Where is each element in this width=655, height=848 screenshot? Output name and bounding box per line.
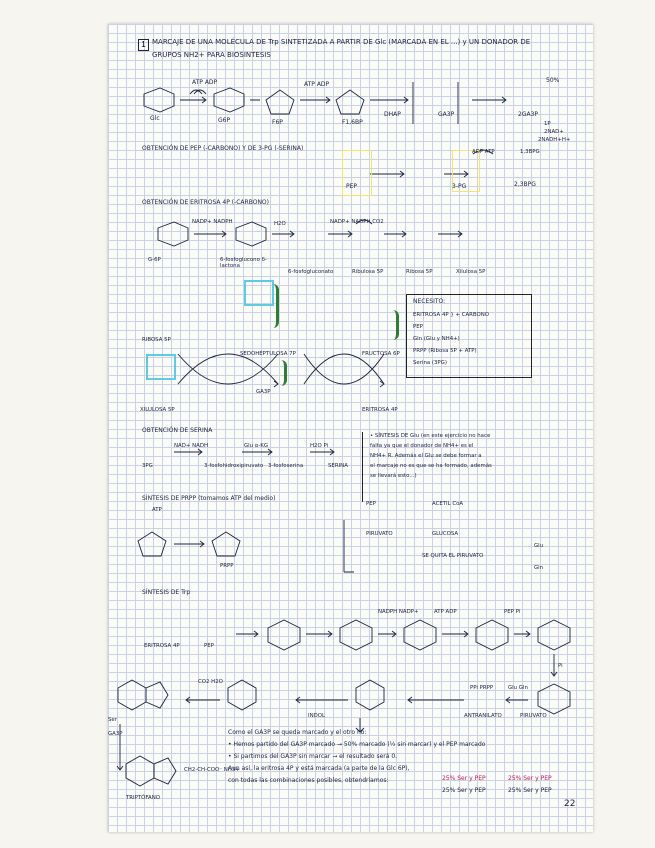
note-left-rule: [362, 432, 363, 502]
notebook-page: [108, 24, 593, 832]
green-bracket-3: [278, 360, 287, 386]
label-pep-reaction: PEP: [366, 501, 376, 507]
result-3: 25% Ser y PEP: [442, 787, 486, 794]
label-ribosa-5p: Ribosa 5P: [406, 269, 433, 275]
mark-1p: 1P: [544, 121, 551, 127]
arrow-label-atp-adp-trp: ATP ADP: [434, 609, 457, 615]
green-bracket-1: [270, 284, 279, 328]
label-eritrosa-4p-trp: ERITROSA 4P: [144, 643, 180, 649]
mark-2nadh: 2NADH+H+: [538, 137, 571, 143]
label-serina: SERINA: [328, 463, 348, 469]
label-ga3p-entry: GA3P: [108, 731, 123, 737]
label-f6p: F6P: [272, 119, 283, 126]
label-ga3p: GA3P: [438, 111, 455, 118]
glu-note-line5: se llevará esto...): [370, 473, 417, 479]
cyan-highlight-left: [146, 354, 176, 380]
label-gln-reaction: Gln: [534, 565, 544, 571]
label-6-fosfogluconato: 6-fosfogluconato: [288, 269, 334, 275]
section4-heading: OBTENCIÓN DE SERINA: [142, 427, 213, 434]
arrow-label-h2o: H2O: [274, 221, 286, 227]
glu-note-line2: falta ya que el donador de NH4+ es el: [370, 443, 474, 449]
section6-heading: SÍNTESIS DE Trp: [142, 589, 191, 596]
section5-heading: SÍNTESIS DE PRPP (tomamos ATP del medio): [142, 495, 276, 502]
arrow-label-atp-adp-1: ATP ADP: [192, 79, 218, 86]
label-sedoheptulosa: SEDOHEPTULOSA 7P: [240, 351, 296, 357]
needed-item-3: Gln (Glu y NH4+): [413, 336, 460, 342]
label-prpp: PRPP: [220, 563, 234, 569]
needed-box: [406, 294, 532, 378]
trp-formula: CH2-CH-COO⁻ NH3+: [184, 767, 240, 773]
arrow-label-pi: Pi: [558, 663, 563, 669]
label-ribulosa-5p: Ribulosa 5P: [352, 269, 384, 275]
result-2: 25% Ser y PEP: [508, 775, 552, 782]
glu-note-line4: el marcaje no es que se ha formado, además: [370, 463, 492, 469]
needed-title: NECESITO:: [413, 298, 446, 305]
conclusion-line1: Como el GA3P se queda marcado y el otro no:: [228, 729, 367, 736]
needed-item-5: Serina (3PG): [413, 360, 447, 366]
glu-note-line3: NH4+ R. Además el Glu se debe formar a: [370, 453, 482, 459]
conclusion-line4: Aun así, la eritrosa 4P y está marcada (a parte de la Glc 6P),: [228, 765, 410, 772]
label-acetil: ACETIL CoA: [432, 501, 464, 507]
label-g6p: G6P: [218, 117, 231, 124]
label-piruvato-trp: PIRUVATO: [520, 713, 547, 719]
result-1: 25% Ser y PEP: [442, 775, 486, 782]
arrow-label-h2o-pi: H2O Pi: [310, 443, 329, 449]
label-indol: INDOL: [308, 713, 326, 719]
label-3pg-serine: 3PG: [142, 463, 153, 469]
header-title-line2: GRUPOS NH2+ PARA BIOSINTESIS: [152, 51, 271, 59]
label-hidroxipiruvato: 3-fosfohidroxipiruvato: [204, 463, 264, 469]
label-2ga3p: 2GA3P: [518, 111, 539, 118]
label-xilulosa-5p-lower: XILULOSA 5P: [140, 407, 175, 413]
section3-heading: OBTENCIÓN DE ERITROSA 4P (-CARBONO): [142, 199, 269, 206]
label-antranilato: ANTRANILATO: [464, 713, 502, 719]
needed-item-4: PRPP (Ribosa 5P + ATP): [413, 348, 477, 354]
header-title-line1: MARCAJE DE UNA MOLÉCULA DE Trp SINTETIZADA A PARTIR DE Glc (MARCADA EN EL ...) y UN DONADOR DE: [152, 38, 531, 46]
label-piruvato-reaction: PIRUVATO: [366, 531, 393, 537]
label-glucosa: GLUCOSA: [432, 531, 459, 537]
green-bracket-2: [390, 310, 399, 340]
page-number: 22: [564, 799, 576, 809]
label-fosfoserina: 3-fosfoserina: [268, 463, 304, 469]
label-6-fosfoglucono-lactona: 6-fosfoglucono δ-lactona: [220, 257, 267, 269]
label-glu-reaction: Glu: [534, 543, 544, 549]
label-fructosa-6p: FRUCTOSA 6P: [362, 351, 400, 357]
label-3pg: 3-PG: [452, 183, 467, 190]
label-pep: PEP: [346, 183, 358, 190]
label-13bpg: 1,3BPG: [520, 149, 540, 155]
label-ga3p-lower: GA3P: [256, 389, 271, 395]
label-glc: Glc: [150, 115, 160, 122]
label-eritrosa-4p: ERITROSA 4P: [362, 407, 398, 413]
label-pep-trp: PEP: [204, 643, 214, 649]
label-f16bp: F1,6BP: [342, 119, 363, 126]
label-xilulosa-5p: Xilulosa 5P: [456, 269, 486, 275]
label-triptofano: TRIPTÓFANO: [126, 795, 160, 801]
arrow-label-atp-adp-2: ATP ADP: [304, 81, 330, 88]
arrow-label-nadp-1: NADP+ NADPH: [192, 219, 233, 225]
needed-item-2: PEP: [413, 324, 423, 330]
arrow-label-adp-atp: ADP ATP: [472, 149, 495, 155]
label-dhap: DHAP: [384, 111, 401, 118]
mark-2nad: 2NAD+: [544, 129, 564, 135]
arrow-label-nad: NAD+ NADH: [174, 443, 209, 449]
conclusion-line2: • Hemos partido del GA3P marcado → 50% marcado (½ sin marcar) y el PEP marcado: [228, 741, 486, 748]
label-g6p-2: G-6P: [148, 257, 161, 263]
conclusion-line5: con todas las combinaciones posibles, obtendríamos:: [228, 777, 389, 784]
arrow-label-nadph: NADPH NADP+: [378, 609, 419, 615]
arrow-label-nadp-co2: NADP+ NADPH CO2: [330, 219, 384, 225]
label-23bpg: 2,3BPG: [514, 181, 536, 188]
arrow-label-glu: Glu α-KG: [244, 443, 269, 449]
exercise-number: 1: [138, 39, 149, 51]
conclusion-line3: • Si partimos del GA3P sin marcar → el resultado será 0.: [228, 753, 398, 760]
result-4: 25% Ser y PEP: [508, 787, 552, 794]
label-ribosa-5p-lower: RIBOSA 5P: [142, 337, 171, 343]
arrow-label-pep-pi: PEP Pi: [504, 609, 521, 615]
arrow-label-co2-h2o: CO2 H2O: [198, 679, 223, 685]
piruvato-footer: SE QUITA EL PIRUVATO: [422, 553, 484, 559]
section2-heading: OBTENCIÓN DE PEP (-CARBONO) Y DE 3-PG (-SERINA): [142, 145, 304, 152]
arrow-label-glu-gln: Glu Gln: [508, 685, 528, 691]
label-atp-prpp: ATP: [152, 507, 162, 513]
label-ser-entry: Ser: [108, 717, 117, 723]
arrow-label-ppi-prpp: PPi PRPP: [470, 685, 494, 691]
needed-item-1: ERITROSA 4P } + CARBONO: [413, 312, 490, 318]
glu-note-line1: • SÍNTESIS DE Glu (en este ejercicio no hace: [370, 433, 491, 439]
mark-50-percent: 50%: [546, 77, 560, 84]
